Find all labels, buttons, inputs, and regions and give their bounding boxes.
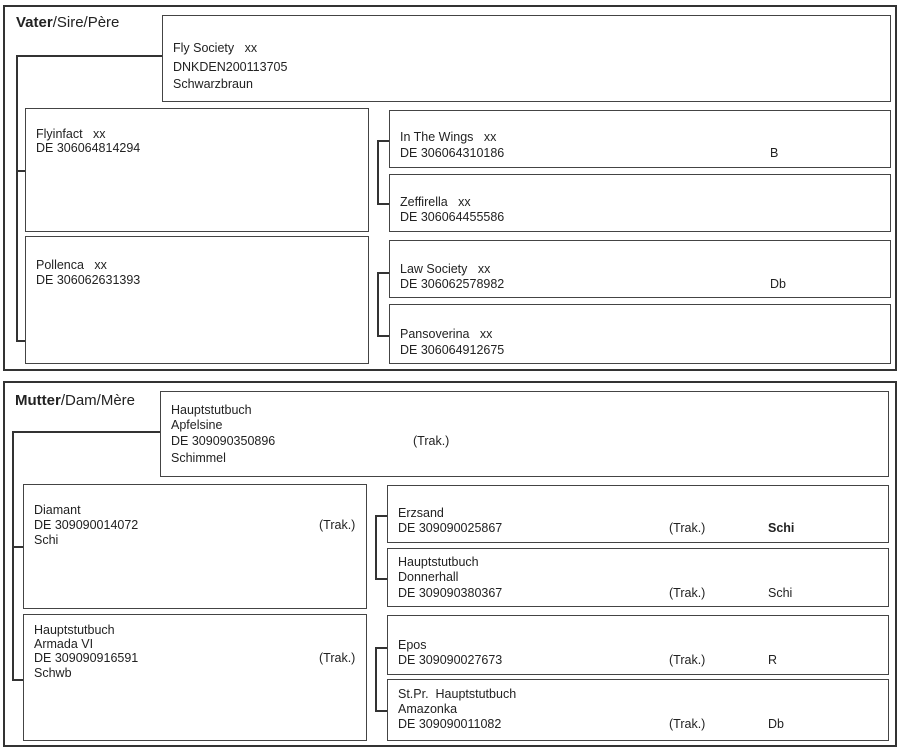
dam-parent1-name: Diamant bbox=[34, 503, 81, 517]
dam-parent2-name: Armada VI bbox=[34, 637, 94, 651]
dam-parent2-dam-color: Db bbox=[768, 717, 784, 731]
dam-horse-color: Schimmel bbox=[171, 451, 226, 465]
dam-parent2-book: Hauptstutbuch bbox=[34, 623, 115, 637]
sire-horse-color: Schwarzbraun bbox=[173, 77, 253, 91]
sire-parent2-dam-reg: DE 306064912675 bbox=[400, 343, 505, 357]
sire-parent2-name: Pollenca xx bbox=[36, 258, 107, 272]
sire-parent1-name: Flyinfact xx bbox=[36, 127, 106, 141]
dam-parent1-dam-color: Schi bbox=[768, 586, 793, 600]
sire-parent1-dam-reg: DE 306064455586 bbox=[400, 210, 505, 224]
dam-parent2-sire-breed: (Trak.) bbox=[669, 653, 706, 667]
sire-parent2-sire-reg: DE 306062578982 bbox=[400, 277, 505, 291]
sire-connector bbox=[377, 335, 389, 337]
sire-horse-name: Fly Society xx bbox=[173, 41, 258, 55]
dam-connector bbox=[375, 647, 377, 711]
sire-connector bbox=[377, 272, 379, 336]
dam-connector bbox=[375, 515, 387, 517]
dam-horse-book: Hauptstutbuch bbox=[171, 403, 252, 417]
dam-connector bbox=[12, 431, 14, 680]
sire-parent1-sire-reg: DE 306064310186 bbox=[400, 146, 505, 160]
dam-parent2-dam-name: Amazonka bbox=[398, 702, 458, 716]
dam-heading-rest: /Dam/Mère bbox=[60, 392, 136, 409]
dam-parent2-reg: DE 309090916591 bbox=[34, 651, 139, 665]
sire-connector bbox=[377, 272, 389, 274]
sire-parent2-sire-color: Db bbox=[770, 277, 786, 291]
sire-connector bbox=[377, 140, 389, 142]
sire-parent1-dam-name: Zeffirella xx bbox=[400, 195, 471, 209]
sire-heading-rest: /Sire/Père bbox=[52, 14, 120, 31]
dam-parent1-sire-breed: (Trak.) bbox=[669, 521, 706, 535]
sire-connector bbox=[16, 55, 18, 341]
sire-parent2-box bbox=[25, 236, 369, 364]
dam-horse-name: Apfelsine bbox=[171, 418, 223, 432]
dam-horse-reg: DE 309090350896 bbox=[171, 434, 276, 448]
dam-horse-breed: (Trak.) bbox=[413, 434, 450, 448]
sire-parent2-dam-name: Pansoverina xx bbox=[400, 327, 493, 341]
dam-parent2-dam-reg: DE 309090011082 bbox=[398, 717, 502, 731]
sire-parent2-sire-name: Law Society xx bbox=[400, 262, 491, 276]
dam-parent2-dam-book: St.Pr. Hauptstutbuch bbox=[398, 687, 517, 701]
dam-parent1-sire-color: Schi bbox=[768, 521, 795, 535]
sire-connector bbox=[377, 140, 379, 204]
dam-parent2-sire-reg: DE 309090027673 bbox=[398, 653, 503, 667]
sire-connector bbox=[16, 55, 163, 57]
dam-connector bbox=[375, 710, 387, 712]
dam-connector bbox=[375, 647, 387, 649]
dam-connector bbox=[375, 515, 377, 579]
sire-parent1-sire-color: B bbox=[770, 146, 779, 160]
sire-parent2-reg: DE 306062631393 bbox=[36, 273, 141, 287]
dam-parent1-color: Schi bbox=[34, 533, 59, 547]
dam-parent1-dam-book: Hauptstutbuch bbox=[398, 555, 479, 569]
dam-parent2-dam-breed: (Trak.) bbox=[669, 717, 706, 731]
dam-parent2-sire-name: Epos bbox=[398, 638, 427, 652]
dam-parent2-breed: (Trak.) bbox=[319, 651, 356, 665]
sire-horse-reg: DNKDEN200113705 bbox=[173, 60, 288, 74]
dam-parent1-breed: (Trak.) bbox=[319, 518, 356, 532]
dam-parent1-sire-name: Erzsand bbox=[398, 506, 444, 520]
dam-parent1-dam-name: Donnerhall bbox=[398, 570, 459, 584]
dam-connector bbox=[375, 578, 387, 580]
sire-connector bbox=[377, 203, 389, 205]
dam-heading bbox=[15, 392, 135, 409]
sire-parent1-sire-name: In The Wings xx bbox=[400, 130, 497, 144]
sire-heading-main: Vater bbox=[16, 14, 53, 31]
dam-parent2-color: Schwb bbox=[34, 666, 72, 680]
dam-parent1-sire-reg: DE 309090025867 bbox=[398, 521, 503, 535]
dam-heading-main: Mutter bbox=[15, 392, 61, 409]
sire-horse-box bbox=[162, 15, 891, 102]
dam-parent2-sire-color: R bbox=[768, 653, 778, 667]
sire-parent1-reg: DE 306064814294 bbox=[36, 141, 141, 155]
dam-connector bbox=[12, 431, 160, 433]
dam-parent1-dam-reg: DE 309090380367 bbox=[398, 586, 503, 600]
dam-parent1-dam-breed: (Trak.) bbox=[669, 586, 706, 600]
dam-parent1-reg: DE 309090014072 bbox=[34, 518, 139, 532]
sire-heading bbox=[16, 14, 119, 31]
